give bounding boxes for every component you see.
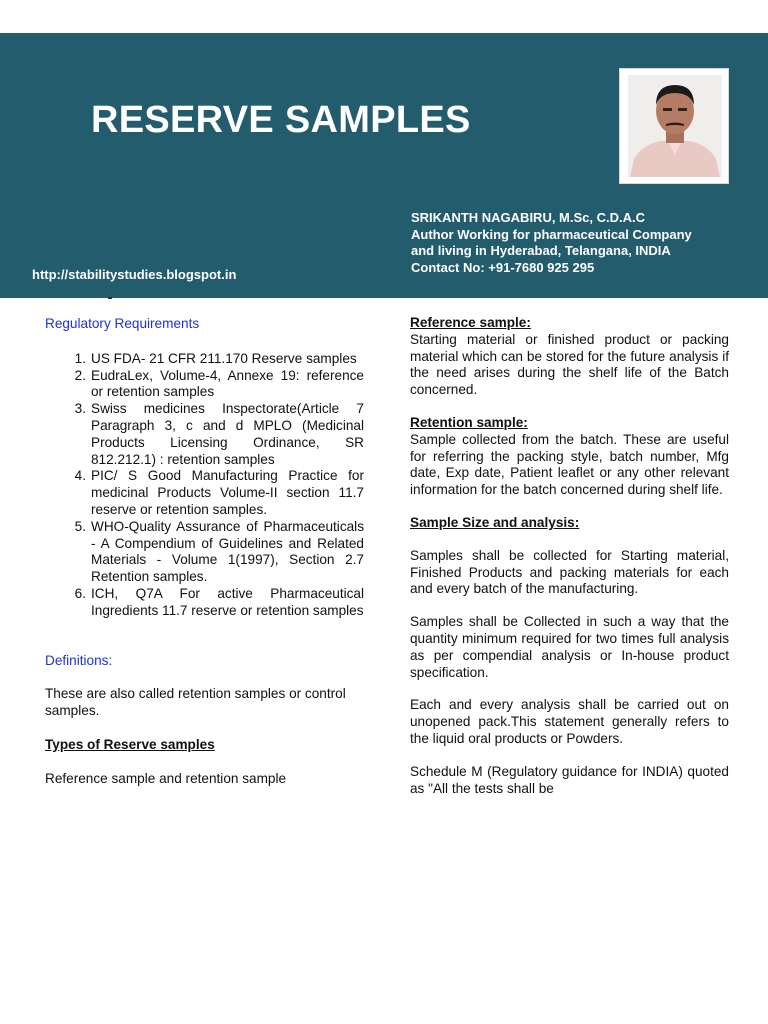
author-role: Author Working for pharmaceutical Company bbox=[411, 226, 692, 242]
sample-size-heading: Sample Size and analysis: bbox=[410, 514, 580, 530]
sample-size-paragraph: Each and every analysis shall be carried out on unopened pack.This statement generally refers to the liquid oral products or Powders. bbox=[410, 697, 729, 746]
types-heading: Types of Reserve samples bbox=[45, 736, 215, 752]
author-contact: Contact No: +91-7680 925 295 bbox=[411, 259, 595, 275]
author-location: and living in Hyderabad, Telangana, INDIA bbox=[411, 243, 671, 258]
reference-sample-text: Starting material or finished product or packing material which can be stored for the future analysis if the need arises during the shelf life of the Batch concerned. bbox=[410, 331, 729, 398]
sample-size-paragraph: Samples shall be Collected in such a way that the quantity minimum required for two times full analysis as per compendial analysis or In-house product specification. bbox=[410, 614, 729, 680]
author-photo bbox=[619, 68, 729, 184]
sample-size-paragraph: Samples shall be collected for Starting material, Finished Products and packing materials for each and every batch of the manufacturing. bbox=[410, 547, 729, 597]
regulatory-requirements-heading[interactable]: Regulatory Requirements bbox=[45, 316, 200, 331]
definitions-heading[interactable]: Definitions: bbox=[45, 652, 113, 668]
blog-url[interactable]: http://stabilitystudies.blogspot.in bbox=[32, 267, 237, 282]
list-item: 4. PIC/ S Good Manufacturing Practice for medicinal Products Volume-II section 11.7 reserve or retention samples. bbox=[74, 468, 364, 517]
sample-size-paragraph: Schedule M (Regulatory guidance for INDIA) quoted as "All the tests shall be bbox=[410, 763, 729, 796]
clipped-text-fragment bbox=[108, 297, 112, 299]
right-column bbox=[410, 315, 729, 797]
retention-sample-text: Sample collected from the batch. These are useful for referring the packing style, batch number, Mfg date, Exp date, Patient leaflet or any other relevant information for the batch concerned during shelf life. bbox=[410, 431, 729, 498]
author-portrait-image bbox=[628, 75, 722, 177]
list-item: 5. WHO-Quality Assurance of Pharmaceuticals - A Compendium of Guidelines and Related Materials - Volume 1(1997), Section 2.7 Retention samples. bbox=[74, 518, 364, 585]
author-name: SRIKANTH NAGABIRU, M.Sc, C.D.A.C bbox=[411, 210, 646, 225]
reference-sample-heading: Reference sample: bbox=[410, 315, 531, 330]
left-column bbox=[45, 316, 364, 788]
types-text: Reference sample and retention sample bbox=[45, 770, 287, 786]
list-item: 1. US FDA- 21 CFR 211.170 Reserve samples bbox=[74, 350, 357, 366]
definitions-text: These are also called retention samples or control samples. bbox=[45, 686, 346, 719]
list-item: 3. Swiss medicines Inspectorate(Article 7 Paragraph 3, c and d MPLO (Medicinal Products Licensing Ordinance, SR 812.212.1) : retention samples bbox=[74, 401, 364, 467]
regulatory-list bbox=[45, 351, 364, 620]
retention-sample-heading: Retention sample: bbox=[410, 414, 528, 430]
author-info bbox=[411, 210, 761, 276]
list-item: 2. EudraLex, Volume-4, Annexe 19: reference or retention samples bbox=[74, 367, 364, 400]
page-title: RESERVE SAMPLES bbox=[91, 99, 471, 141]
list-item: 6. ICH, Q7A For active Pharmaceutical Ingredients 11.7 reserve or retention samples bbox=[74, 585, 364, 618]
